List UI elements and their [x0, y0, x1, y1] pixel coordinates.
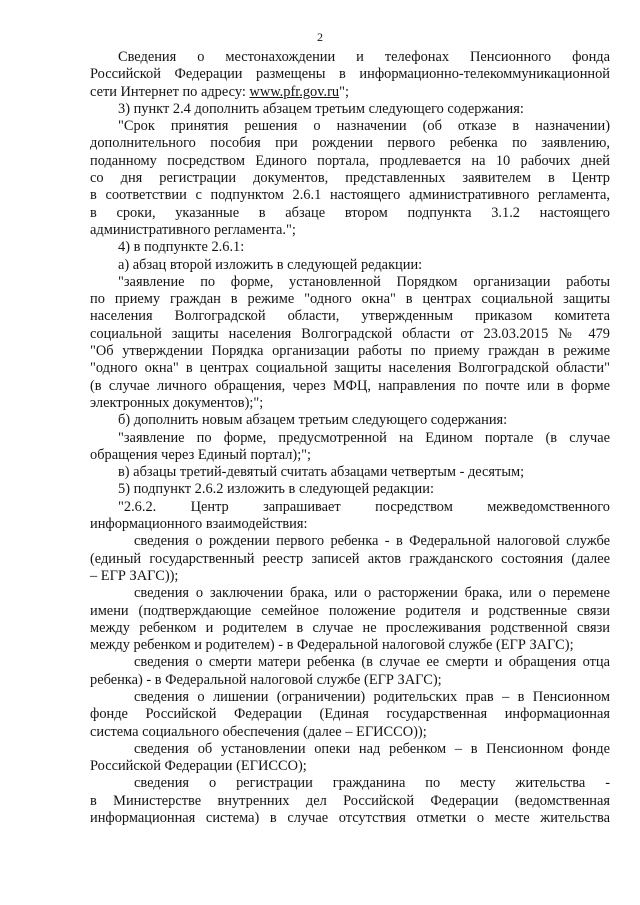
- application-form-line-3: населения Волгоградской области, утвержденным приказом комитета: [90, 308, 610, 325]
- marriage-info-line-2: имени (подтверждающие семейное положение родителя и родственные связи: [90, 602, 610, 619]
- subitem-2-6-2-line-1: "2.6.2. Центр запрашивает посредством межведомственного: [118, 498, 610, 515]
- marriage-info-line-1: сведения о заключении брака, или о расторжении брака, или о перемене: [134, 585, 610, 602]
- pfr-address-prefix: сети Интернет по адресу:: [90, 83, 250, 100]
- subitem-2-6-2-line-2: информационного взаимодействия:: [90, 516, 308, 533]
- parental-rights-info-line-1: сведения о лишении (ограничении) родительских прав – в Пенсионном: [134, 688, 610, 705]
- decision-term-line-3: поданному посредством Единого портала, продлевается на 10 рабочих дней: [90, 152, 610, 169]
- guardianship-info-line-2: Российской Федерации (ЕГИССО);: [90, 758, 307, 775]
- guardianship-info-line-1: сведения об установлении опеки над ребенком – в Пенсионном фонде: [134, 740, 610, 757]
- page-number: 2: [317, 30, 323, 44]
- decision-term-line-1: "Срок принятия решения о назначении (об отказе в назначении): [118, 118, 610, 135]
- residence-info-line-1: сведения о регистрации гражданина по месту жительства -: [134, 775, 610, 792]
- application-form-line-8: электронных документов);";: [90, 394, 264, 411]
- decision-term-line-6: в сроки, указанные в абзаце втором подпункта 3.1.2 настоящего: [90, 204, 610, 221]
- item-4v-heading: в) абзацы третий-девятый считать абзацами четвертым - десятым;: [118, 464, 525, 481]
- decision-term-line-7: административного регламента.";: [90, 221, 296, 238]
- decision-term-line-5: в соответствии с подпунктом 2.6.1 настоящего административного регламента,: [90, 187, 610, 204]
- paragraph-pfr-info-line-2: Российской Федерации размещены в информационно-телекоммуникационной: [90, 66, 610, 83]
- marriage-info-line-4: между ребенком и родителем) - в Федеральной налоговой службе (ЕГР ЗАГС);: [90, 637, 574, 654]
- item-3-heading: 3) пункт 2.4 дополнить абзацем третьим следующего содержания:: [118, 100, 524, 117]
- birth-info-line-3: – ЕГР ЗАГС));: [90, 567, 179, 584]
- birth-info-line-1: сведения о рождении первого ребенка - в Федеральной налоговой службе: [134, 533, 610, 550]
- item-4a-heading: а) абзац второй изложить в следующей редакции:: [118, 256, 423, 273]
- item-4-heading: 4) в подпункте 2.6.1:: [118, 239, 245, 256]
- residence-info-line-2: в Министерстве внутренних дел Российской Федерации (ведомственная: [90, 792, 610, 809]
- pfr-address-suffix: ";: [339, 83, 349, 100]
- paragraph-pfr-info-line-3: [90, 84, 610, 101]
- single-portal-form-line-1: "заявление по форме, предусмотренной на Едином портале (в случае: [118, 429, 610, 446]
- application-form-line-5: "Об утверждении Порядка организации работы по приему граждан в режиме: [90, 343, 610, 360]
- decision-term-line-4: со дня регистрации документов, представленных заявителем в Центр: [90, 170, 610, 187]
- application-form-line-1: "заявление по форме, установленной Порядком организации работы: [118, 273, 610, 290]
- item-4b-heading: б) дополнить новым абзацем третьим следующего содержания:: [118, 412, 508, 429]
- application-form-line-2: по приему граждан в режиме "одного окна" в центрах социальной защиты: [90, 291, 610, 308]
- mother-death-info-line-1: сведения о смерти матери ребенка (в случае ее смерти и обращения отца: [134, 654, 610, 671]
- application-form-line-4: социальной защиты населения Волгоградской области от 23.03.2015 № 479: [90, 325, 610, 342]
- paragraph-pfr-info-line-1: Сведения о местонахождении и телефонах Пенсионного фонда: [118, 49, 610, 65]
- item-5-heading: 5) подпункт 2.6.2 изложить в следующей редакции:: [118, 481, 434, 498]
- single-portal-form-line-2: обращения через Единый портал);";: [90, 446, 312, 463]
- pfr-website-link[interactable]: www.pfr.gov.ru: [249, 83, 340, 100]
- document-body: [90, 49, 610, 827]
- residence-info-line-3: информационная система) в случае отсутствия отметки о месте жительства: [90, 810, 610, 827]
- application-form-line-7: (в случае личного обращения, через МФЦ, направления по почте или в форме: [90, 377, 610, 394]
- mother-death-info-line-2: ребенка) - в Федеральной налоговой службе (ЕГР ЗАГС);: [90, 671, 442, 688]
- parental-rights-info-line-2: фонде Российской Федерации (Единая государственная информационная: [90, 706, 610, 723]
- birth-info-line-2: (единый государственный реестр записей актов гражданского состояния (далее: [90, 550, 610, 567]
- decision-term-line-2: дополнительного пособия при рождении первого ребенка по заявлению,: [90, 135, 610, 152]
- marriage-info-line-3: между ребенком и родителем в случае не прослеживания родственной связи: [90, 619, 610, 636]
- parental-rights-info-line-3: система социального обеспечения (далее – ЕГИССО));: [90, 723, 427, 740]
- application-form-line-6: "одного окна" в центрах социальной защиты населения Волгоградской области": [90, 360, 610, 377]
